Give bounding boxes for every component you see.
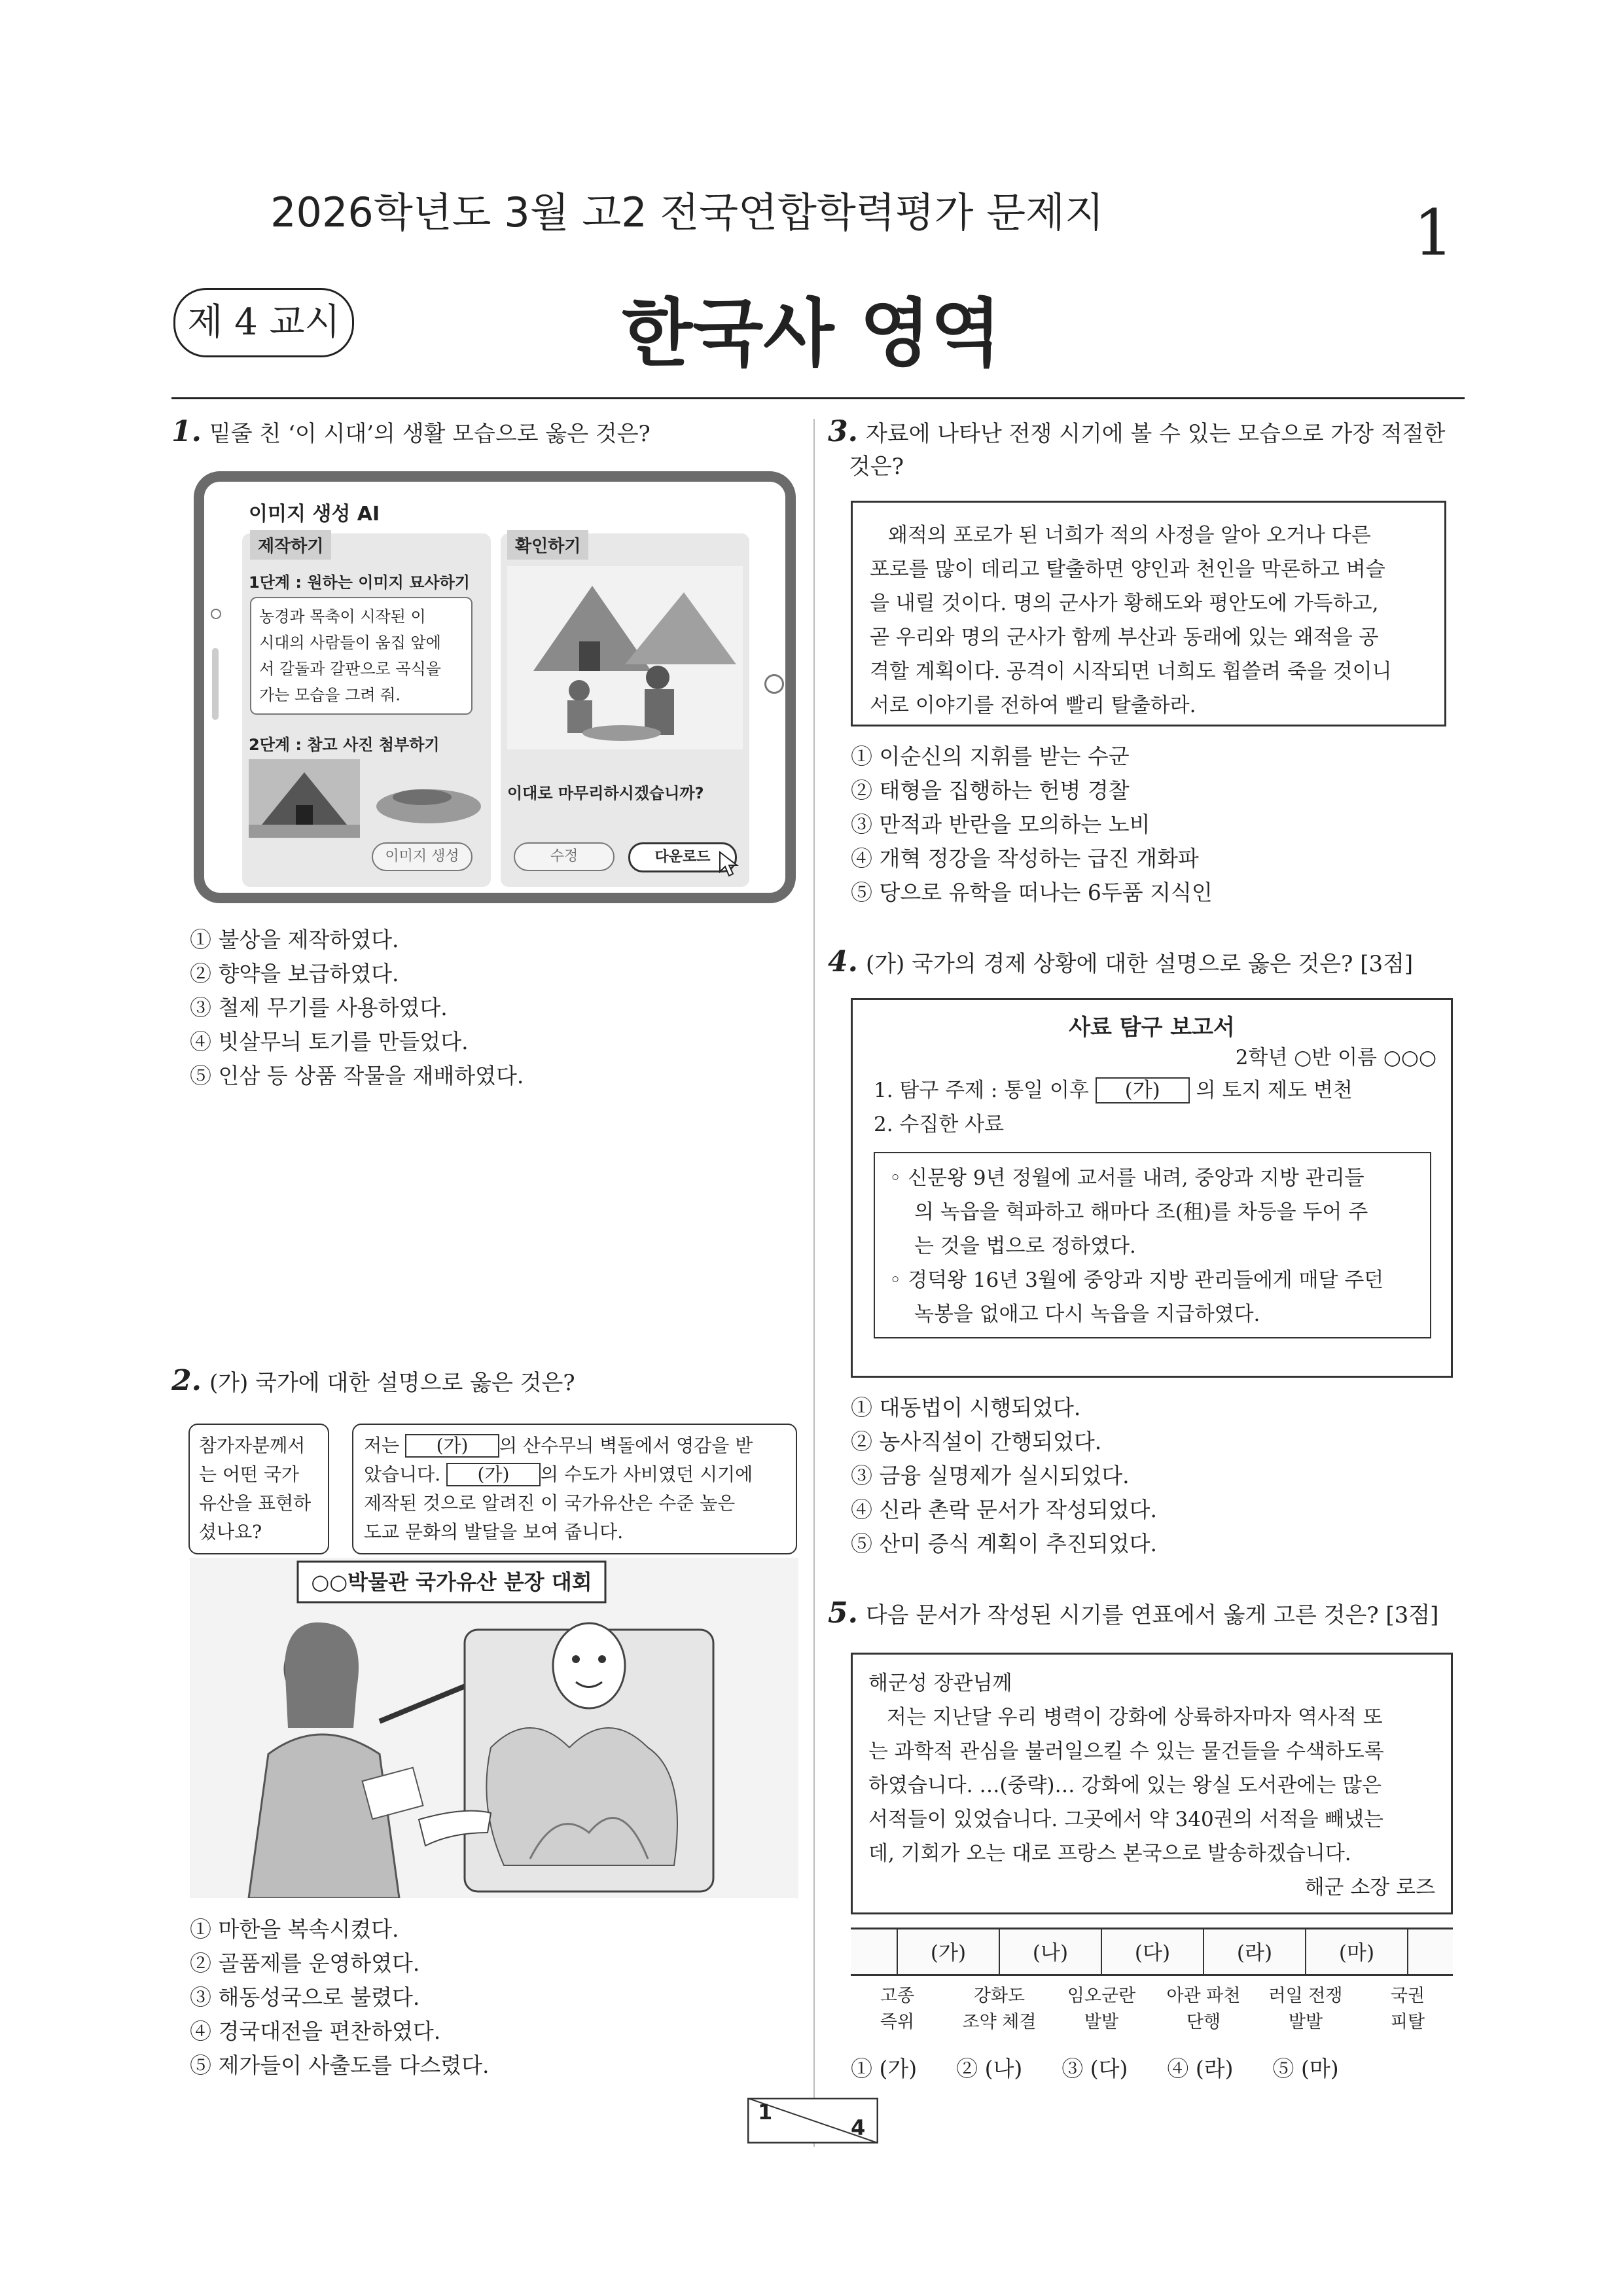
q1-text: 밑줄 친 ‘이 시대’의 생활 모습으로 옳은 것은? [209,421,651,447]
page-number: 1 [1414,196,1454,270]
q3-choice[interactable]: ⑤ 당으로 유학을 떠나는 6두품 지식인 [851,880,1213,905]
bubble-line: 셨나요? [199,1521,262,1543]
bubble-line: 유산을 표현하 [199,1492,312,1514]
q4-choice[interactable]: ③ 금융 실명제가 실시되었다. [851,1463,1130,1488]
q5-question [828,1597,1456,1632]
prompt-line: 시대의 사람들이 움집 앞에 [259,634,441,652]
passage-line: 포로를 많이 데리고 탈출하면 양인과 천인을 막론하고 벼슬 [870,558,1385,581]
confirm-text: 이대로 마무리하시겠습니까? [507,784,704,802]
footer-total: 4 [851,2115,866,2140]
letter-line: 서적들이 있었습니다. 그곳에서 약 340권의 서적을 빼냈는 [868,1808,1383,1831]
contest-illustration [190,1558,798,1898]
q2-choice[interactable]: ② 골품제를 운영하였다. [190,1950,420,1976]
speech-bubble-host [188,1424,329,1554]
q4-text: (가) 국가의 경제 상황에 대한 설명으로 옳은 것은? [3점] [865,951,1414,977]
bubble-line: 는 어떤 국가 [199,1463,300,1485]
prompt-line: 농경과 목축이 시작된 이 [259,607,426,626]
event-line: 즉위 [880,2012,915,2032]
column-divider [813,419,815,2147]
header-rule [171,397,1465,399]
event-line: 강화도 [973,1986,1026,2006]
event-line: 조약 체결 [962,2012,1037,2032]
pit-house-photo-icon [249,759,360,838]
topic-prefix: 1. 탐구 주제 : 통일 이후 [874,1079,1089,1102]
q5-number: 5. [828,1596,858,1630]
q5-choice[interactable]: ④ (라) [1167,2056,1234,2081]
download-button[interactable]: 다운로드 [628,842,737,872]
event-line: 발발 [1084,2012,1119,2032]
subject-title: 한국사 영역 [622,291,1001,376]
q4-choice[interactable]: ② 농사직설이 간행되었다. [851,1429,1102,1454]
step2-label: 2단계 : 참고 사진 첨부하기 [249,736,440,754]
event-line: 고종 [880,1986,915,2006]
report-title: 사료 탐구 보고서 [1069,1014,1235,1041]
q1-choice[interactable]: ① 불상을 제작하였다. [190,927,399,952]
q2-choice[interactable]: ① 마한을 복속시켰다. [190,1916,399,1942]
grinding-stone-photo-icon [376,789,481,823]
q3-choice[interactable]: ④ 개혁 정강을 작성하는 급진 개화파 [851,846,1199,871]
collected-label: 2. 수집한 사료 [874,1113,1005,1136]
app-title: 이미지 생성 AI [249,503,380,526]
tab-check[interactable]: 확인하기 [507,530,588,560]
generated-image [507,566,743,749]
source-line: 녹봉을 없애고 다시 녹읍을 지급하였다. [914,1302,1260,1326]
passage-line: 왜적의 포로가 된 너희가 적의 사정을 알아 오거나 다른 [888,524,1371,547]
speech-bubble-guest [352,1424,797,1554]
prompt-line: 서 갈돌과 갈판으로 곡식을 [259,660,441,678]
q1-choices [190,923,792,1093]
timeline-event [1151,1983,1256,2036]
source-line: 는 것을 법으로 정하였다. [914,1234,1136,1258]
timeline-event [1253,1983,1358,2036]
period-ra: (라) [1236,1941,1273,1965]
edit-button[interactable]: 수정 [514,842,615,871]
exam-title: 2026학년도 3월 고2 전국연합학력평가 문제지 [270,188,1104,236]
report-topic [874,1073,1443,1107]
q5-choice[interactable]: ① (가) [851,2056,918,2081]
bubble-text: 도교 문화의 발달을 보여 줍니다. [364,1521,624,1543]
q3-choice[interactable]: ② 태형을 집행하는 헌병 경찰 [851,778,1130,803]
prompt-line: 가는 모습을 그려 줘. [259,686,401,704]
event-line: 국권 [1390,1986,1425,2006]
passage-line: 격할 계획이다. 공격이 시작되면 너희도 휩쓸려 죽을 것이니 [870,660,1392,683]
period-na: (나) [1032,1941,1069,1965]
q3-number: 3. [828,415,858,448]
q4-choices [851,1391,1446,1561]
q1-choice[interactable]: ② 향약을 보급하였다. [190,961,399,986]
tablet-camera [211,609,221,619]
timeline-event [1355,1983,1460,2036]
source-line: ◦ 경덕왕 16년 3월에 중앙과 지방 관리들에게 매달 주던 [889,1268,1384,1292]
q1-choice[interactable]: ④ 빗살무늬 토기를 만들었다. [190,1029,469,1054]
source-line: ◦ 신문왕 9년 정월에 교서를 내려, 중앙과 지방 관리들 [889,1166,1364,1190]
letter-signature: 해군 소장 로즈 [1304,1876,1435,1899]
topic-suffix: 의 토지 제도 변천 [1196,1079,1353,1102]
tab-make[interactable]: 제작하기 [250,530,331,560]
q4-choice[interactable]: ④ 신라 촌락 문서가 작성되었다. [851,1497,1157,1522]
tablet-side-button [212,648,219,720]
q4-number: 4. [828,945,858,978]
q4-sources [874,1152,1431,1338]
blank-ga: (가) [446,1463,541,1486]
period-ma: (마) [1338,1941,1375,1965]
letter-line: 는 과학적 관심을 불러일으킬 수 있는 물건들을 수색하도록 [868,1740,1384,1763]
q1-question [171,416,800,450]
letter-line: 데, 기회가 오는 대로 프랑스 본국으로 발송하겠습니다. [868,1842,1351,1865]
tablet-home-button[interactable] [764,674,784,694]
q1-choice[interactable]: ⑤ 인삼 등 상품 작물을 재배하였다. [190,1063,524,1088]
timeline-event [947,1983,1052,2036]
footer-page: 1 [758,2100,773,2125]
bubble-line: 참가자분께서 [199,1435,306,1456]
q2-choice[interactable]: ⑤ 제가들이 사출도를 다스렸다. [190,2053,490,2078]
prompt-input[interactable] [250,597,473,715]
event-line: 발발 [1288,2012,1323,2032]
period-label: 제 4 교시 [173,288,354,357]
q2-text: (가) 국가에 대한 설명으로 옳은 것은? [209,1370,575,1396]
event-line: 러일 전쟁 [1268,1986,1343,2006]
q2-question [171,1365,800,1399]
q3-choice[interactable]: ③ 만적과 반란을 모의하는 노비 [851,812,1150,837]
report-author: 2학년 ○반 이름 ○○○ [1235,1046,1436,1069]
blank-ga: (가) [405,1434,499,1458]
event-line: 단행 [1186,2012,1221,2032]
bubble-text: 저는 [364,1435,400,1456]
q2-number: 2. [171,1364,202,1397]
timeline-event [845,1983,950,2036]
passage-line: 곧 우리와 명의 군사가 함께 부산과 동래에 있는 왜적을 공 [870,626,1379,649]
letter-line: 저는 지난달 우리 병력이 강화에 상륙하자마자 역사적 또 [887,1706,1383,1729]
q5-choices [851,2052,1446,2086]
cursor-icon [719,851,741,877]
bubble-text: 의 산수무늬 벽돌에서 영감을 받 [499,1435,753,1456]
event-line: 아관 파천 [1166,1986,1241,2006]
bubble-text: 제작된 것으로 알려진 이 국가유산은 수준 높은 [364,1492,736,1514]
blank-ga: (가) [1096,1077,1190,1103]
letter-line: 해군성 장관님께 [868,1672,1012,1695]
q3-text: 것은? [849,454,904,480]
q4-choice[interactable]: ⑤ 산미 증식 계획이 추진되었다. [851,1531,1157,1556]
letter-line: 하였습니다. …(중략)… 강화에 있는 왕실 도서관에는 많은 [868,1774,1382,1797]
q4-choice[interactable]: ① 대동법이 시행되었다. [851,1395,1081,1420]
q2-choices [190,1912,792,2083]
q4-question [828,946,1456,980]
step1-label: 1단계 : 원하는 이미지 묘사하기 [249,573,470,592]
source-line: 의 녹읍을 혁파하고 해마다 조(租)를 차등을 두어 주 [914,1200,1368,1224]
reference-photos [249,759,484,838]
event-line: 피탈 [1390,2012,1425,2032]
q5-choice[interactable]: ③ (다) [1061,2056,1128,2081]
q5-text: 다음 문서가 작성된 시기를 연표에서 옳게 고른 것은? [3점] [865,1602,1439,1628]
q3-choice[interactable]: ① 이순신의 지휘를 받는 수군 [851,744,1130,769]
q3-choices [851,740,1446,910]
q1-choice[interactable]: ③ 철제 무기를 사용하였다. [190,995,448,1020]
q5-letter [851,1653,1453,1914]
q3-text: 자료에 나타난 전쟁 시기에 볼 수 있는 모습으로 가장 적절한 [865,421,1446,447]
period-ga: (가) [930,1941,967,1965]
q3-question [828,416,1456,483]
event-line: 임오군란 [1067,1986,1136,2006]
timeline-tick [1407,1928,1408,1976]
bubble-text: 의 수도가 사비였던 시기에 [541,1463,753,1485]
period-da: (다) [1134,1941,1171,1965]
q3-passage [851,501,1446,726]
timeline-event [1049,1983,1154,2036]
bubble-text: 았습니다. [364,1463,441,1485]
passage-line: 서로 이야기를 전하여 빨리 탈출하라. [870,694,1196,717]
costume-contestant-icon [465,1623,713,1892]
contest-banner: ○○박물관 국가유산 분장 대회 [311,1570,592,1594]
passage-line: 을 내릴 것이다. 명의 군사가 황해도와 평안도에 가득하고, [870,592,1379,615]
generate-button[interactable]: 이미지 생성 [372,842,473,871]
q1-number: 1. [171,415,202,448]
q5-choice[interactable]: ⑤ (마) [1272,2056,1339,2081]
q5-choice[interactable]: ② (나) [956,2056,1023,2081]
q2-choice[interactable]: ③ 해동성국으로 불렸다. [190,1984,420,2010]
q2-choice[interactable]: ④ 경국대전을 편찬하였다. [190,2018,441,2044]
